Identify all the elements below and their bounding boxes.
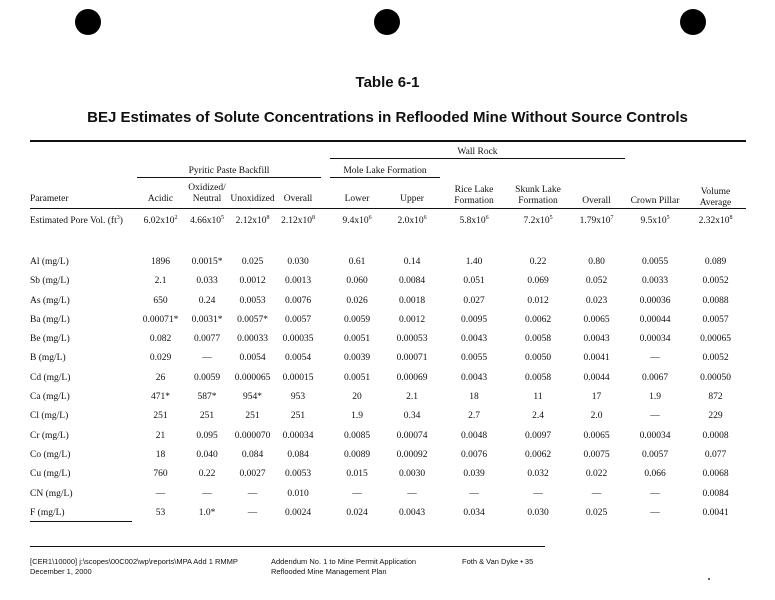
value-cell: 0.0043 [398, 507, 426, 518]
value-cell: 587* [197, 392, 217, 403]
value-cell: 0.012 [527, 295, 549, 306]
col-unoxidized: Unoxidized [230, 194, 275, 204]
table-row [30, 465, 746, 484]
gap-cell [321, 329, 330, 348]
pore-volume-label [30, 211, 137, 230]
value-cell: 0.060 [346, 276, 368, 287]
value-cell: 0.00071* [142, 314, 179, 325]
parameter-cell: Al (mg/L) [30, 256, 69, 267]
parameter-cell: Cl (mg/L) [30, 411, 69, 422]
pore-volume-cell [137, 211, 184, 230]
value-cell: 0.0052 [702, 353, 729, 364]
table-row [30, 272, 746, 291]
col-rice-lake [440, 185, 508, 207]
col-parameter: Parameter [30, 194, 69, 204]
value-cell: 0.077 [704, 449, 727, 460]
solute-table [30, 211, 746, 522]
value-cell: 0.0041 [702, 507, 729, 518]
pore-volume-cell [685, 211, 746, 230]
pore-mantissa: 9.5x10 [640, 215, 667, 226]
value-cell: 0.0095 [460, 314, 488, 325]
value-cell: 0.0057* [237, 314, 268, 325]
value-cell: 0.089 [704, 256, 727, 267]
value-cell: 2.1 [154, 276, 167, 287]
value-cell: 2.0 [590, 411, 603, 422]
pore-exponent: 8 [311, 214, 315, 221]
pore-label-text: Estimated Pore Vol. (ft [30, 215, 117, 226]
col-volume-average [685, 187, 746, 209]
table-row [30, 310, 746, 329]
value-cell: 0.0058 [524, 372, 552, 383]
parameter-cell: CN (mg/L) [30, 488, 73, 499]
value-cell: 0.0050 [524, 353, 552, 364]
pore-exponent: 2 [174, 214, 178, 221]
value-cell: — [247, 507, 258, 518]
value-cell: 0.0054 [284, 353, 312, 364]
value-cell: 0.14 [403, 256, 421, 267]
value-cell: — [202, 488, 212, 499]
value-cell: 0.0067 [641, 372, 669, 383]
value-cell: 0.0043 [460, 372, 488, 383]
value-cell: 1896 [151, 256, 170, 267]
table-row [30, 252, 746, 271]
value-cell: 954* [243, 392, 262, 403]
table-row [30, 484, 746, 503]
spacer-row [30, 230, 746, 252]
pore-volume-row [30, 211, 746, 230]
value-cell: 0.0052 [702, 276, 729, 287]
footer-firm-page: Foth & Van Dyke • 35 [462, 557, 534, 566]
value-cell: 11 [533, 392, 543, 403]
value-cell: 0.069 [527, 276, 549, 287]
col-upper: Upper [400, 194, 424, 204]
value-cell: 0.0097 [524, 430, 552, 441]
value-cell: 2.1 [406, 392, 418, 403]
col-skunk-lake [508, 185, 568, 207]
pore-mantissa: 2.0x10 [397, 215, 424, 226]
spacer-cell [30, 230, 746, 252]
table-row [30, 407, 746, 426]
parameter-cell: Cu (mg/L) [30, 469, 71, 480]
value-cell: 0.0048 [460, 430, 488, 441]
value-cell: 0.084 [241, 449, 264, 460]
gap-cell [321, 445, 330, 464]
value-cell: 0.0068 [702, 469, 729, 480]
pore-volume-cell [275, 211, 321, 230]
value-cell: 0.032 [527, 469, 549, 480]
value-cell: 18 [469, 392, 479, 403]
pore-volume-cell [230, 211, 275, 230]
value-cell: 0.0030 [398, 469, 426, 480]
gap-cell [321, 252, 330, 271]
table-row [30, 329, 746, 348]
value-cell: 0.0053 [284, 469, 312, 480]
pore-mantissa: 2.12x10 [235, 215, 267, 226]
value-cell: 0.082 [149, 334, 172, 345]
value-cell: 650 [153, 295, 168, 306]
value-cell: 0.0015* [191, 256, 223, 267]
parameter-cell: Be (mg/L) [30, 334, 70, 345]
pore-volume-cell [440, 211, 508, 230]
value-cell: 0.066 [644, 469, 666, 480]
value-cell: — [650, 353, 660, 364]
pore-mantissa: 7.2x10 [523, 215, 550, 226]
value-cell: 0.0062 [524, 449, 552, 460]
value-cell: 0.010 [287, 488, 309, 499]
value-cell: 0.030 [527, 507, 549, 518]
pore-mantissa: 6.02x10 [143, 215, 175, 226]
value-cell: 1.0* [198, 507, 216, 518]
value-cell: 0.029 [149, 353, 172, 364]
col-volume-line1: Volume [700, 187, 731, 197]
pore-exponent: 8 [729, 214, 733, 221]
value-cell: — [469, 488, 479, 499]
value-cell: 251 [245, 411, 260, 422]
value-cell: 0.030 [287, 256, 309, 267]
value-cell: 0.61 [348, 256, 366, 267]
value-cell: 2.4 [532, 411, 544, 422]
value-cell: 0.80 [588, 256, 605, 267]
value-cell: 0.00034 [639, 334, 671, 345]
value-cell: — [650, 507, 660, 518]
pore-volume-cell [625, 211, 685, 230]
value-cell: — [591, 488, 602, 499]
col-overall: Overall [283, 194, 313, 204]
pore-label-close: ) [119, 215, 123, 226]
value-cell: 872 [708, 392, 723, 403]
pore-mantissa: 4.66x10 [190, 215, 221, 226]
value-cell: 0.00069 [396, 372, 428, 383]
parameter-cell: Ca (mg/L) [30, 392, 70, 403]
table-row [30, 445, 746, 464]
group-wall-rock: Wall Rock [457, 147, 498, 157]
parameter-cell: Sb (mg/L) [30, 276, 70, 287]
value-cell: 1.40 [465, 256, 483, 267]
gap-cell [321, 407, 330, 426]
value-cell: 0.0027 [239, 469, 266, 480]
value-cell: 0.095 [196, 430, 218, 441]
punch-hole-left [75, 9, 101, 35]
footer-path: [CER1\10000] j:\scopes\00C002\wp\reports\MPA Add 1 RMMP [30, 557, 238, 566]
value-cell: 953 [290, 392, 306, 403]
value-cell: 0.00034 [282, 430, 314, 441]
parameter-cell: As (mg/L) [30, 295, 70, 306]
table-row [30, 368, 746, 387]
value-cell: 0.0043 [460, 334, 488, 345]
value-cell: 0.0088 [702, 295, 729, 306]
value-cell: — [533, 488, 543, 499]
footer-document-block [271, 557, 416, 577]
value-cell: 0.0039 [343, 353, 371, 364]
gap-cell [321, 291, 330, 310]
pyritic-underline [137, 177, 321, 178]
value-cell: 0.026 [346, 295, 368, 306]
value-cell: 0.0033 [641, 276, 669, 287]
value-cell: 0.0076 [460, 449, 488, 460]
pore-exponent: 6 [485, 214, 489, 221]
pore-volume-cell [384, 211, 440, 230]
footer-doc-line1: Addendum No. 1 to Mine Permit Application [271, 557, 417, 566]
value-cell: 18 [155, 449, 166, 460]
pore-exponent: 6 [368, 214, 372, 221]
table-body [30, 211, 746, 522]
value-cell: — [650, 488, 660, 499]
gap-cell [321, 465, 330, 484]
col-skunk-line2: Formation [518, 196, 558, 206]
footer-date: December 1, 2000 [30, 567, 92, 576]
value-cell: 0.00036 [639, 295, 671, 306]
value-cell: 0.00044 [639, 314, 671, 325]
group-mole-lake: Mole Lake Formation [343, 166, 427, 176]
value-cell: 0.000065 [234, 372, 271, 383]
pore-exponent: 7 [610, 214, 614, 221]
footer-rule [30, 546, 545, 547]
value-cell: 1.9 [351, 411, 363, 422]
value-cell: 0.0065 [583, 314, 610, 325]
value-cell: 0.0084 [398, 276, 426, 287]
value-cell: 0.00071 [396, 353, 428, 364]
value-cell: 251 [153, 411, 168, 422]
col-lower: Lower [344, 194, 370, 204]
parameter-cell: F (mg/L) [30, 507, 65, 518]
table-title: BEJ Estimates of Solute Concentrations in Reflooded Mine Without Source Controls [87, 109, 688, 126]
table-number: Table 6-1 [355, 74, 420, 91]
value-cell: 0.0076 [284, 295, 312, 306]
footer-doc-line2: Reflooded Mine Management Plan [271, 567, 387, 576]
pore-exponent: 5 [220, 214, 224, 221]
value-cell: 0.00053 [396, 334, 428, 345]
scan-speck [708, 578, 710, 580]
value-cell: — [202, 353, 212, 364]
value-cell: 0.0089 [343, 449, 371, 460]
gap-cell [321, 426, 330, 445]
value-cell: 0.025 [241, 256, 264, 267]
value-cell: 0.051 [463, 276, 485, 287]
gap-cell [321, 211, 330, 230]
value-cell: 471* [151, 392, 170, 403]
mole-lake-underline [330, 177, 440, 178]
value-cell: 0.34 [403, 411, 421, 422]
value-cell: 0.00074 [396, 430, 428, 441]
wall-rock-underline [330, 158, 625, 159]
value-cell: 0.034 [463, 507, 485, 518]
value-cell: 0.0012 [398, 314, 426, 325]
value-cell: 0.0055 [460, 353, 488, 364]
pore-exponent: 8 [266, 214, 270, 221]
pore-volume-cell [184, 211, 230, 230]
value-cell: 0.22 [198, 469, 216, 480]
value-cell: 251 [199, 411, 215, 422]
gap-cell [321, 368, 330, 387]
value-cell: 0.00092 [396, 449, 428, 460]
value-cell: 0.027 [463, 295, 485, 306]
table-row [30, 349, 746, 368]
pore-mantissa: 2.12x10 [281, 215, 312, 226]
value-cell: 0.024 [346, 507, 368, 518]
value-cell: 0.0075 [583, 449, 610, 460]
value-cell: 0.039 [463, 469, 485, 480]
value-cell: 0.00034 [639, 430, 671, 441]
value-cell: 0.0055 [641, 256, 669, 267]
punch-hole-right [680, 9, 706, 35]
value-cell: 0.0043 [583, 334, 610, 345]
value-cell: 0.052 [585, 276, 608, 287]
col-oxidized-neutral [184, 183, 230, 205]
value-cell: 0.00035 [282, 334, 314, 345]
pore-label-sup: 3 [116, 214, 120, 221]
value-cell: 0.0041 [583, 353, 610, 364]
value-cell: 0.015 [346, 469, 368, 480]
col-rice-line1: Rice Lake [454, 185, 494, 195]
col-wall-overall: Overall [582, 196, 611, 206]
parameter-cell: Co (mg/L) [30, 449, 71, 460]
col-skunk-line1: Skunk Lake [515, 185, 561, 195]
value-cell: 0.084 [287, 449, 309, 460]
pore-volume-cell [508, 211, 568, 230]
parameter-cell: Ba (mg/L) [30, 314, 70, 325]
gap-cell [321, 349, 330, 368]
pore-mantissa: 9.4x10 [342, 215, 369, 226]
value-cell: 760 [153, 469, 168, 480]
value-cell: 0.00015 [282, 372, 314, 383]
value-cell: 0.022 [585, 469, 608, 480]
value-cell: 0.0024 [284, 507, 312, 518]
parameter-cell: B (mg/L) [30, 353, 66, 364]
col-volume-line2: Average [699, 198, 732, 208]
table-row [30, 426, 746, 445]
value-cell: — [155, 488, 166, 499]
value-cell: 0.0065 [583, 430, 610, 441]
value-cell: 0.0059 [343, 314, 371, 325]
value-cell: 17 [591, 392, 602, 403]
value-cell: 0.0057 [641, 449, 669, 460]
value-cell: 0.00033 [237, 334, 268, 345]
table-row [30, 291, 746, 310]
top-rule [30, 140, 746, 142]
value-cell: 229 [708, 411, 723, 422]
value-cell: 0.0059 [193, 372, 221, 383]
footer-path-block [30, 557, 238, 577]
parameter-cell: Cr (mg/L) [30, 430, 69, 441]
pore-exponent: 6 [423, 214, 427, 221]
pore-exponent: 5 [666, 214, 670, 221]
gap-cell [321, 272, 330, 291]
col-acidic: Acidic [147, 194, 174, 204]
header-rule [30, 208, 746, 209]
value-cell: 0.040 [196, 449, 218, 460]
value-cell: 0.00065 [700, 334, 731, 345]
table-row [30, 503, 746, 522]
value-cell: 0.0044 [583, 372, 610, 383]
value-cell: 20 [352, 392, 362, 403]
value-cell: 26 [155, 372, 166, 383]
value-cell: 0.0008 [702, 430, 729, 441]
value-cell: 0.0018 [398, 295, 426, 306]
gap-cell [321, 503, 330, 522]
value-cell: 0.0053 [239, 295, 266, 306]
pore-mantissa: 2.32x10 [698, 215, 730, 226]
value-cell: — [352, 488, 362, 499]
pore-volume-cell [568, 211, 625, 230]
value-cell: 251 [290, 411, 306, 422]
value-cell: 0.000070 [234, 430, 271, 441]
value-cell: 2.7 [468, 411, 480, 422]
value-cell: 0.24 [198, 295, 216, 306]
pore-mantissa: 5.8x10 [459, 215, 486, 226]
value-cell: 1.9 [649, 392, 661, 403]
value-cell: 21 [155, 430, 166, 441]
value-cell: — [650, 411, 660, 422]
value-cell: 0.0051 [343, 334, 371, 345]
value-cell: 0.00050 [700, 372, 731, 383]
col-oxidized-line2: Neutral [192, 194, 222, 204]
value-cell: 0.0084 [702, 488, 729, 499]
col-rice-line2: Formation [454, 196, 494, 206]
group-pyritic-backfill: Pyritic Paste Backfill [188, 166, 270, 176]
pore-mantissa: 1.79x10 [579, 215, 611, 226]
value-cell: 0.025 [585, 507, 608, 518]
value-cell: — [247, 488, 258, 499]
value-cell: 0.0013 [284, 276, 312, 287]
value-cell: 53 [155, 507, 166, 518]
value-cell: 0.0058 [524, 334, 552, 345]
value-cell: 0.0077 [193, 334, 221, 345]
value-cell: 0.0085 [343, 430, 371, 441]
gap-cell [321, 484, 330, 503]
value-cell: — [407, 488, 417, 499]
value-cell: 0.0057 [702, 314, 729, 325]
value-cell: 0.0051 [343, 372, 371, 383]
value-cell: 0.0031* [191, 314, 223, 325]
gap-cell [321, 387, 330, 406]
pore-exponent: 5 [549, 214, 553, 221]
col-crown-pillar: Crown Pillar [630, 196, 680, 206]
value-cell: 0.0012 [239, 276, 266, 287]
value-cell: 0.22 [529, 256, 547, 267]
punch-hole-center [374, 9, 400, 35]
col-oxidized-line1: Oxidized/ [188, 183, 226, 193]
value-cell: 0.033 [196, 276, 218, 287]
parameter-cell: Cd (mg/L) [30, 372, 71, 383]
gap-cell [321, 310, 330, 329]
table-row [30, 387, 746, 406]
value-cell: 0.0054 [239, 353, 266, 364]
pore-volume-cell [330, 211, 384, 230]
value-cell: 0.0057 [284, 314, 312, 325]
value-cell: 0.0062 [524, 314, 552, 325]
bottom-short-rule [30, 521, 132, 522]
value-cell: 0.023 [585, 295, 608, 306]
